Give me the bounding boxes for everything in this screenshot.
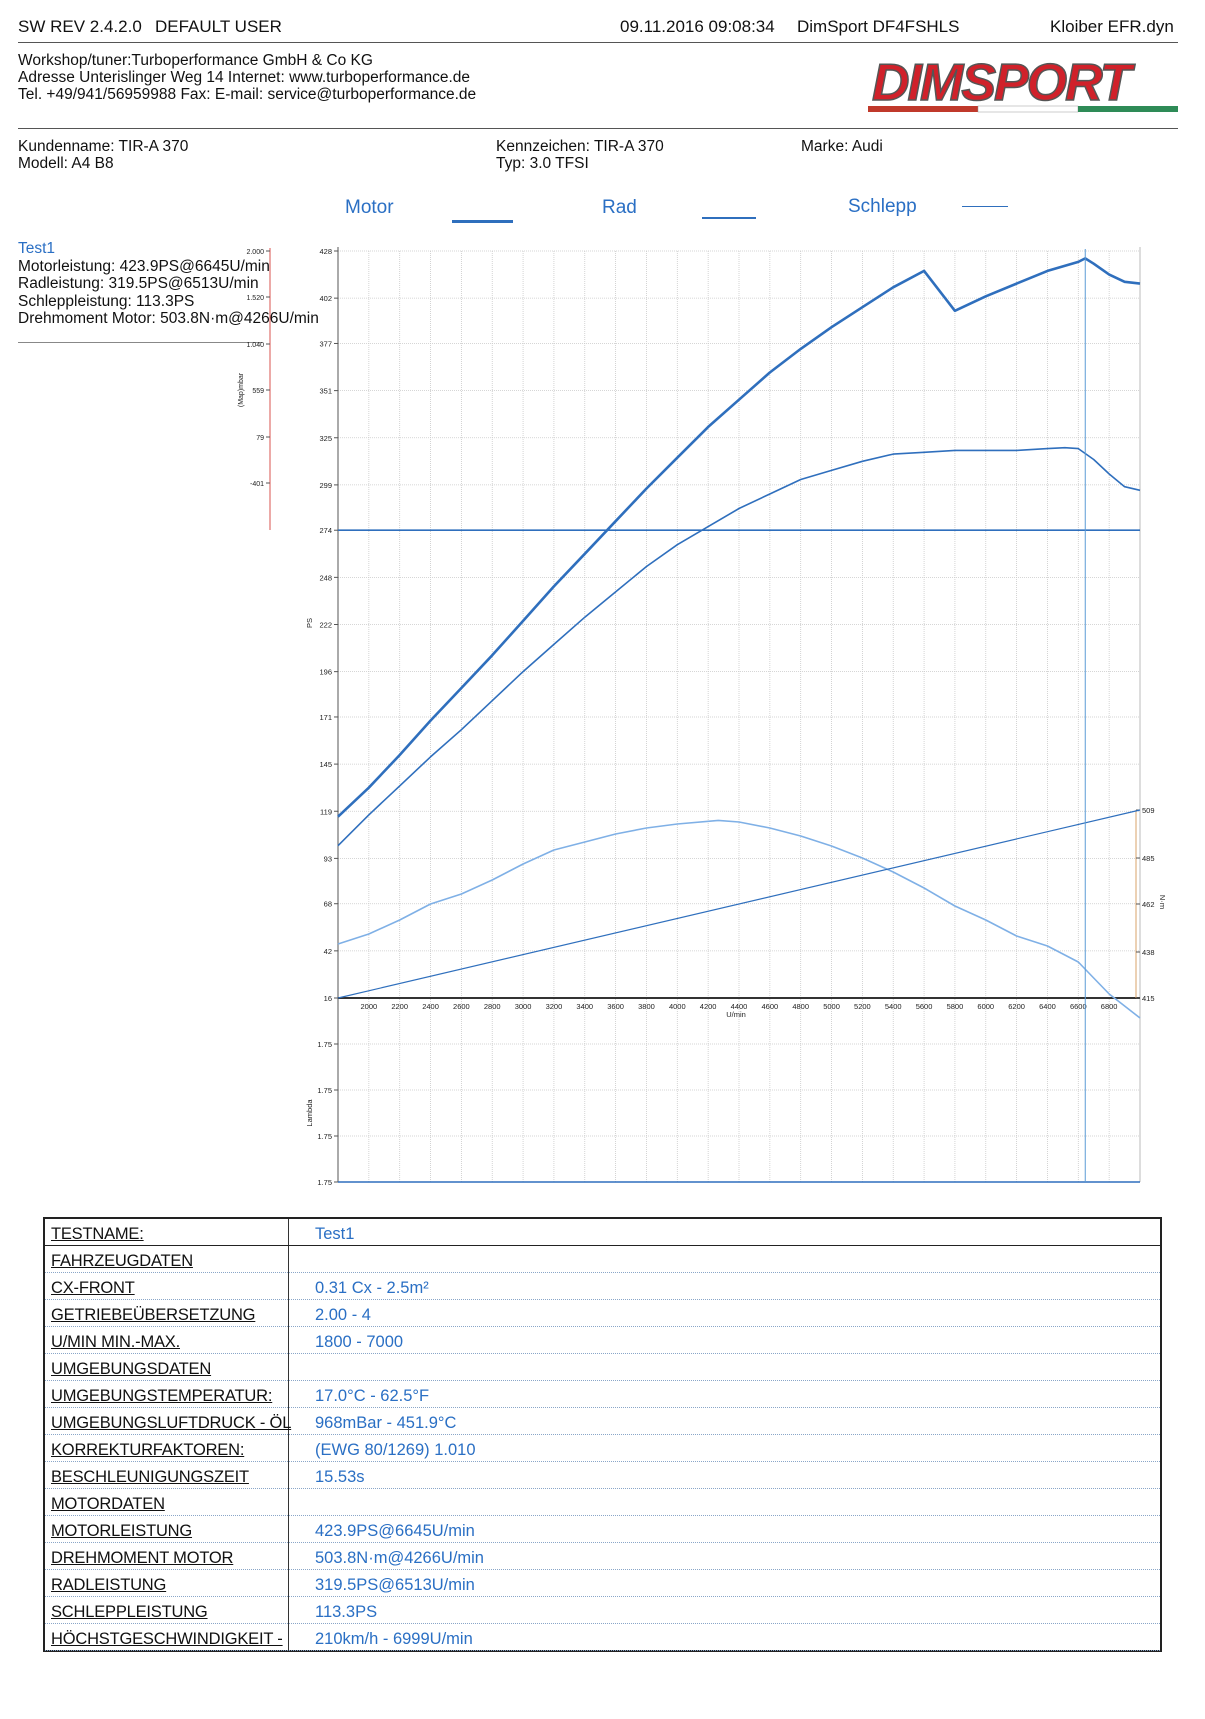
nm-tick-label: 485 bbox=[1142, 854, 1155, 863]
x-tick-label: 6600 bbox=[1069, 1002, 1087, 1011]
table-row-label: MOTORLEISTUNG bbox=[51, 1522, 193, 1540]
ps-tick-label: 93 bbox=[323, 854, 332, 864]
summary-schleppleistung: Schleppleistung: 113.3PS bbox=[18, 292, 195, 310]
table-row-value: (EWG 80/1269) 1.010 bbox=[315, 1441, 476, 1459]
lambda-tick-label: 1.75 bbox=[317, 1086, 332, 1095]
nm-tick-label: 415 bbox=[1142, 994, 1155, 1003]
ps-tick-label: 16 bbox=[323, 994, 332, 1003]
datetime: 09.11.2016 09:08:34 bbox=[620, 17, 775, 36]
table-row-label: HÖCHSTGESCHWINDIGKEIT - bbox=[51, 1630, 283, 1648]
table-row bbox=[45, 1408, 1160, 1435]
summary-drehmoment: Drehmoment Motor: 503.8N·m@4266U/min bbox=[18, 310, 319, 327]
table-row bbox=[45, 1462, 1160, 1489]
table-row bbox=[45, 1300, 1160, 1327]
nm-axis-label: N·m bbox=[1158, 894, 1167, 910]
table-row-label: DREHMOMENT MOTOR bbox=[51, 1549, 234, 1567]
x-tick-label: 5200 bbox=[854, 1002, 871, 1011]
ps-tick-label: 119 bbox=[320, 807, 332, 817]
table-row-value: 319.5PS@6513U/min bbox=[315, 1576, 475, 1594]
x-tick-label: 2600 bbox=[453, 1002, 470, 1011]
table-row bbox=[45, 1489, 1160, 1516]
legend-motor-label: Motor bbox=[345, 197, 394, 218]
x-axis bbox=[361, 1002, 1118, 1019]
table-row bbox=[45, 1543, 1160, 1570]
x-tick-label: 3800 bbox=[638, 1002, 655, 1011]
x-tick-label: 6200 bbox=[1008, 1002, 1025, 1011]
table-row-value: 15.53s bbox=[315, 1468, 365, 1486]
table-row-value: 210km/h - 6999U/min bbox=[315, 1630, 473, 1648]
ps-tick-label: 351 bbox=[319, 386, 332, 396]
license-plate: Kennzeichen: TIR-A 370 bbox=[496, 138, 664, 155]
table-row-label: SCHLEPPLEISTUNG bbox=[51, 1603, 208, 1621]
table-row bbox=[45, 1219, 1160, 1246]
table-row-label: UMGEBUNGSDATEN bbox=[51, 1360, 212, 1378]
x-tick-label: 2200 bbox=[391, 1002, 409, 1011]
file-name: Kloiber EFR.dyn bbox=[1050, 17, 1174, 36]
ps-tick-label: 299 bbox=[319, 480, 332, 490]
table-row-separator bbox=[45, 1650, 1160, 1651]
table-row-value: 17.0°C - 62.5°F bbox=[315, 1387, 430, 1405]
map-tick-label: 1.040 bbox=[246, 342, 264, 349]
nm-axis bbox=[1136, 806, 1167, 1003]
x-tick-label: 3600 bbox=[607, 1002, 624, 1011]
table-row-value: 2.00 - 4 bbox=[315, 1306, 371, 1324]
table-row-value: 1800 - 7000 bbox=[315, 1333, 404, 1351]
map-tick-label: -401 bbox=[249, 481, 264, 488]
table-row-label: TESTNAME: bbox=[51, 1225, 144, 1243]
legend-schlepp-label: Schlepp bbox=[848, 196, 917, 217]
ps-tick-label: 196 bbox=[319, 667, 332, 677]
x-tick-label: 4000 bbox=[668, 1002, 686, 1011]
ps-tick-label: 325 bbox=[319, 433, 332, 443]
x-tick-label: 6400 bbox=[1039, 1002, 1056, 1011]
ps-axis bbox=[305, 247, 338, 1003]
table-row bbox=[45, 1597, 1160, 1624]
x-tick-label: 5800 bbox=[946, 1002, 964, 1011]
lambda-tick-label: 1.75 bbox=[317, 1040, 332, 1049]
device-name: DimSport DF4FSHLS bbox=[797, 17, 960, 36]
ps-tick-label: 171 bbox=[319, 712, 332, 722]
workshop-line-1: Workshop/tuner:Turboperformance GmbH & Co KG bbox=[18, 52, 373, 69]
workshop-line-3: Tel. +49/941/56959988 Fax: E-mail: service@turboperformance.de bbox=[18, 86, 477, 103]
sw-rev: SW REV 2.4.2.0 bbox=[18, 17, 142, 36]
table-row bbox=[45, 1435, 1160, 1462]
summary-motorleistung: Motorleistung: 423.9PS@6645U/min bbox=[18, 257, 270, 275]
table-row-label: KORREKTURFAKTOREN: bbox=[51, 1441, 245, 1459]
x-tick-label: 2800 bbox=[483, 1002, 501, 1011]
table-row bbox=[45, 1381, 1160, 1408]
table-row-value: 113.3PS bbox=[315, 1603, 378, 1621]
ps-tick-label: 68 bbox=[323, 899, 332, 909]
x-tick-label: 4600 bbox=[761, 1002, 779, 1011]
table-row bbox=[45, 1570, 1160, 1597]
ps-tick-label: 42 bbox=[323, 946, 332, 956]
x-tick-label: 4800 bbox=[792, 1002, 810, 1011]
x-tick-label: 5400 bbox=[884, 1002, 902, 1011]
x-tick-label: 5000 bbox=[823, 1002, 840, 1011]
x-tick-label: 2000 bbox=[360, 1002, 378, 1011]
lambda-axis-label: Lambda bbox=[305, 1099, 314, 1127]
map-axis bbox=[238, 248, 270, 530]
table-row-label: UMGEBUNGSLUFTDRUCK - ÖL bbox=[51, 1414, 292, 1432]
nm-tick-label: 438 bbox=[1142, 948, 1155, 957]
table-row-label: RADLEISTUNG bbox=[51, 1576, 167, 1594]
table-row-value: 0.31 Cx - 2.5m² bbox=[315, 1279, 429, 1297]
workshop-line-2: Adresse Unterislinger Weg 14 Internet: www.turboperformance.de bbox=[18, 69, 471, 86]
customer-name: Kundenname: TIR-A 370 bbox=[18, 138, 189, 155]
lambda-tick-label: 1.75 bbox=[317, 1178, 332, 1187]
x-tick-label: 6800 bbox=[1100, 1002, 1118, 1011]
legend-rad-label: Rad bbox=[602, 197, 637, 218]
table-row-value: 503.8N·m@4266U/min bbox=[315, 1549, 484, 1567]
table-row-value: 423.9PS@6645U/min bbox=[315, 1522, 475, 1540]
table-row bbox=[45, 1354, 1160, 1381]
test-data-table bbox=[43, 1217, 1162, 1652]
map-tick-label: 79 bbox=[256, 435, 264, 442]
vehicle-model: Modell: A4 B8 bbox=[18, 155, 114, 172]
ps-tick-label: 248 bbox=[319, 573, 332, 583]
x-tick-label: 4200 bbox=[699, 1002, 717, 1011]
summary-radleistung: Radleistung: 319.5PS@6513U/min bbox=[18, 275, 259, 292]
nm-tick-label: 462 bbox=[1142, 900, 1155, 909]
table-row-label: MOTORDATEN bbox=[51, 1495, 165, 1513]
map-tick-label: 1.520 bbox=[246, 295, 264, 302]
ps-tick-label: 402 bbox=[319, 294, 332, 304]
x-tick-label: 2400 bbox=[422, 1002, 439, 1011]
table-row-label: BESCHLEUNIGUNGSZEIT bbox=[51, 1468, 249, 1486]
logo-text: DIMSPORT bbox=[872, 54, 1130, 112]
table-row-label: GETRIEBEÜBERSETZUNG bbox=[51, 1306, 256, 1324]
table-row bbox=[45, 1624, 1160, 1651]
x-tick-label: 3400 bbox=[576, 1002, 594, 1011]
map-tick-label: 2.000 bbox=[246, 249, 264, 256]
nm-tick-label: 509 bbox=[1142, 806, 1155, 815]
x-tick-label: 3200 bbox=[545, 1002, 563, 1011]
table-row-label: CX-FRONT bbox=[51, 1279, 135, 1297]
table-row-value: 968mBar - 451.9°C bbox=[315, 1414, 457, 1432]
table-row bbox=[45, 1273, 1160, 1300]
summary-test-name: Test1 bbox=[18, 240, 56, 257]
x-axis-label: U/min bbox=[726, 1010, 746, 1019]
user-label: DEFAULT USER bbox=[155, 17, 282, 36]
table-row bbox=[45, 1516, 1160, 1543]
x-tick-label: 6000 bbox=[977, 1002, 995, 1011]
table-row-label: UMGEBUNGSTEMPERATUR: bbox=[51, 1387, 273, 1405]
map-tick-label: 559 bbox=[252, 388, 264, 395]
x-tick-label: 5600 bbox=[915, 1002, 933, 1011]
lambda-tick-label: 1.75 bbox=[317, 1132, 332, 1141]
ps-tick-label: 222 bbox=[319, 620, 332, 630]
table-row-value: Test1 bbox=[315, 1225, 355, 1243]
x-tick-label: 3000 bbox=[514, 1002, 532, 1011]
vehicle-make: Marke: Audi bbox=[801, 138, 883, 155]
x-tick-label: 4400 bbox=[730, 1002, 748, 1011]
ps-tick-label: 274 bbox=[319, 526, 332, 536]
ps-axis-label: PS bbox=[305, 617, 314, 629]
chart-grid bbox=[338, 247, 1140, 1182]
table-row-label: U/MIN MIN.-MAX. bbox=[51, 1333, 180, 1351]
ps-tick-label: 428 bbox=[319, 247, 332, 256]
table-row bbox=[45, 1246, 1160, 1273]
map-axis-label: (Map)mbar bbox=[238, 372, 245, 408]
table-row-label: FAHRZEUGDATEN bbox=[51, 1252, 193, 1270]
ps-tick-label: 145 bbox=[319, 760, 332, 770]
engine-type: Typ: 3.0 TFSI bbox=[496, 155, 589, 172]
ps-tick-label: 377 bbox=[319, 339, 332, 349]
table-row bbox=[45, 1327, 1160, 1354]
